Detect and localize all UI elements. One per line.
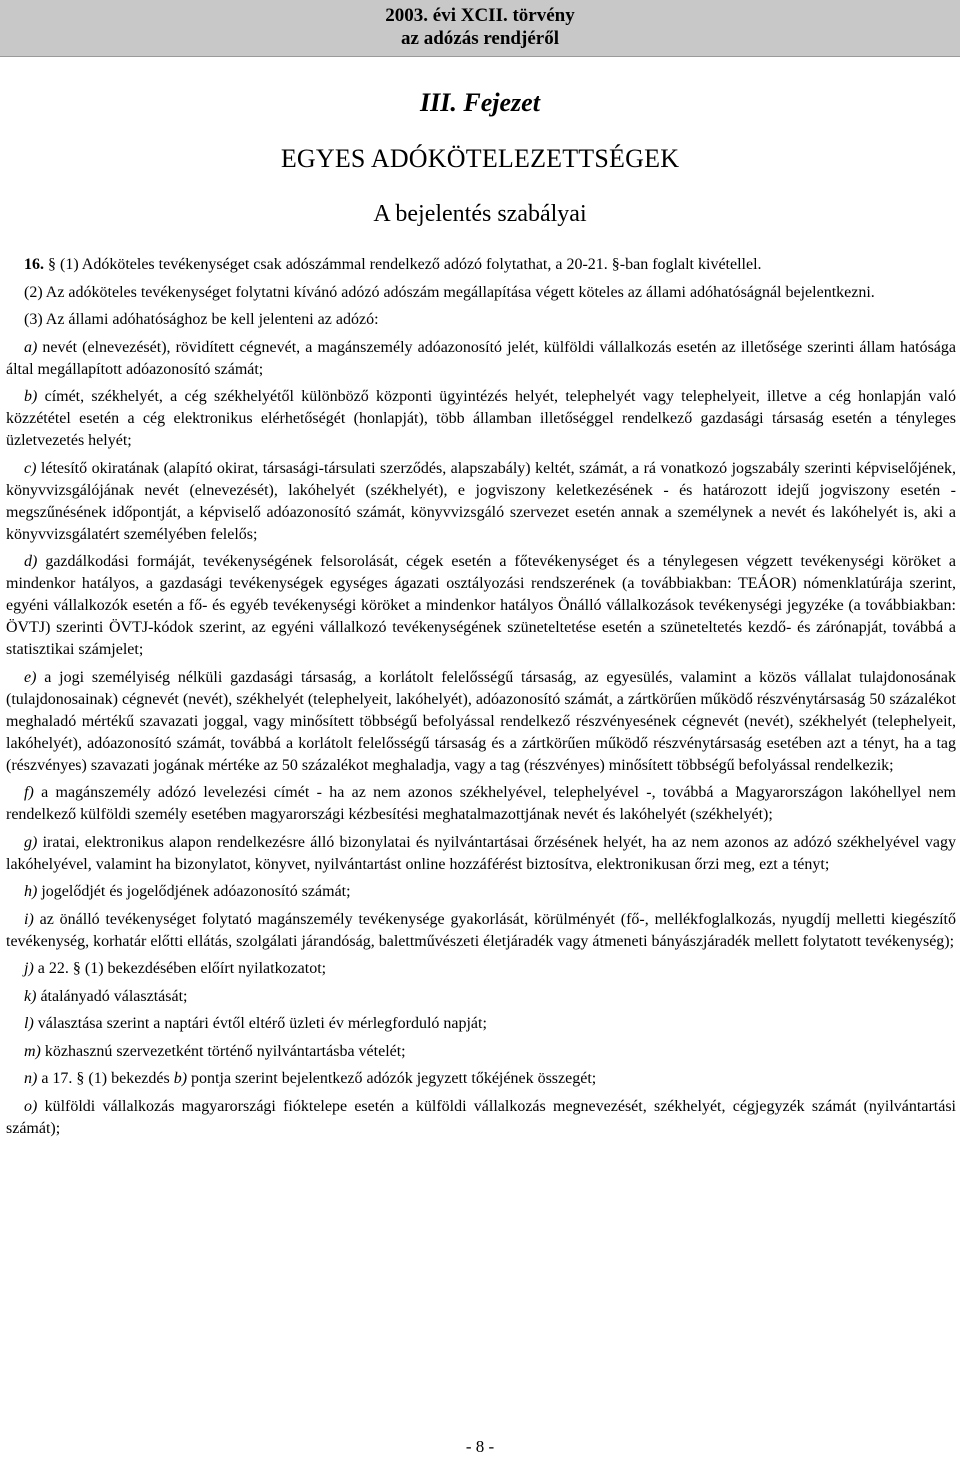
- item-letter: n): [24, 1070, 38, 1087]
- item-text: nevét (elnevezését), rövidített cégnevét, a magánszemély adóazonosító jelét, külföldi vállalkozás esetén az illetősége szerinti állam hatósága által megállapított adóazonosító számát;: [6, 338, 956, 378]
- item-letter: b): [24, 388, 38, 405]
- list-item-l: [6, 1013, 956, 1035]
- law-subtitle: az adózás rendjéről: [401, 28, 559, 49]
- item-text-continued: pontja szerint bejelentkező adózók jegyzett tőkéjének összegét;: [187, 1070, 597, 1087]
- list-item-i: [6, 909, 956, 953]
- item-letter: g): [24, 833, 38, 851]
- item-text: közhasznú szervezetként történő nyilvántartásba vételét;: [40, 1042, 406, 1060]
- item-text: iratai, elektronikus alapon rendelkezésre álló bizonylatai és nyilvántartásai őrzésének helyét, ha az nem azonos az adózó székhelyével vagy lakóhelyével, valamint ha bizonylatot, könyvet, nyilvántartást online hozzáférést biztosítva, elektronikusan őrzi meg, ezt a tényt;: [6, 833, 956, 873]
- list-item-g: [6, 832, 956, 876]
- chapter-heading: III. Fejezet: [420, 88, 540, 117]
- item-letter: k): [24, 987, 37, 1005]
- list-item-c: [6, 458, 956, 546]
- item-text: a 17. § (1) bekezdés: [37, 1070, 174, 1087]
- list-item-e: [6, 667, 956, 777]
- list-item-n: [6, 1068, 956, 1090]
- list-item-j: [6, 958, 956, 980]
- document-body: [6, 254, 956, 1145]
- item-text: gazdálkodási formáját, tevékenységének felsorolását, cégek esetén a főtevékenységet és a ténylegesen végzett tevékenységi köröket a mindenkor hatályos, a gazdasági tevékenységek egységes ágazati osztályozási rendszerének (a továbbiakban: TEÁOR) nómenklatúrája szerint, egyéni vállalkozók esetén a fő- és egyéb tevékenységi köröket a mindenkor hatályos Önálló vállalkozások tevékenységi jegyzéke (a továbbiakban: ÖVTJ) szerinti ÖVTJ-kódok szerint, az egyéni vállalkozó tevékenységének szüneteltetése esetén a szüneteltetés kezdő- és zárónapját, továbbá a statisztikai számjelet;: [6, 553, 956, 658]
- list-item-m: [6, 1041, 956, 1063]
- page-number: - 8 -: [465, 1437, 495, 1456]
- item-letter: e): [24, 668, 37, 686]
- item-letter: c): [24, 459, 37, 477]
- paragraph-16-1: [6, 254, 956, 276]
- list-item-a: [6, 337, 956, 381]
- list-item-f: [6, 782, 956, 826]
- list-item-o: [6, 1096, 956, 1140]
- item-text: átalányadó választását;: [36, 987, 188, 1005]
- item-text: az önálló tevékenységet folytató magánszemély tevékenysége gyakorlását, körülményét (fő-, mellékfoglalkozás, nyugdíj melletti kiegészítő tevékenység, korhatár előtti ellátás, szolgálati járandóság, balettművészeti életjáradék vagy átmeneti bányászjáradék mellett folytatott tevékenység);: [6, 910, 956, 950]
- section-number: 16.: [24, 256, 44, 273]
- item-text: címét, székhelyét, a cég székhelyétől különböző központi ügyintézés helyét, telephelyét vagy telephelyeit, illetve a cég honlapján való közzététel esetén a cég elektronikus elérhetőségét (honlapját), több államban illetőséggel rendelkező gazdasági társaság esetén a tényleges üzletvezetés helyét;: [6, 388, 956, 449]
- document-header: [0, 0, 960, 57]
- item-letter: h): [24, 883, 38, 900]
- item-letter: m): [24, 1042, 41, 1060]
- item-letter: a): [24, 338, 38, 356]
- list-item-h: [6, 881, 956, 903]
- item-text: a magánszemély adózó levelezési címét - ha az nem azonos székhelyével, telephelyével -, továbbá a Magyarországon lakóhellyel nem rendelkező külföldi személy esetében magyarországi kézbesítési meghatalmazottjának nevét és lakóhelyét (székhelyét);: [6, 784, 956, 823]
- paragraph-16-2: (2) Az adóköteles tevékenységet folytatni kívánó adózó adószám megállapítása végett köteles az állami adóhatóságnál bejelentkezni.: [24, 283, 875, 301]
- item-letter: o): [24, 1097, 38, 1115]
- subsection-heading: A bejelentés szabályai: [373, 201, 587, 227]
- list-item-d: [6, 551, 956, 661]
- item-text: a 22. § (1) bekezdésében előírt nyilatkozatot;: [33, 960, 327, 977]
- item-reference: b): [173, 1070, 188, 1087]
- item-text: választása szerint a naptári évtől eltérő üzleti év mérlegforduló napját;: [33, 1015, 487, 1032]
- item-letter: d): [24, 553, 38, 570]
- item-text: létesítő okiratának (alapító okirat, társasági-társulati szerződés, alapszabály) keltét, számát, a rá vonatkozó jogszabály szerinti képviselőjének, könyvvizsgálójának nevét (elnevezését), lakóhelyét (székhelyét), e jogviszony keletkezésének - és határozott idejű jogviszony esetén - megszűnésének időpontját, a képviselő adóazonosító számát, könyvvizsgáló szervezet esetén annak a személynek a nevét és lakóhelyét is, aki a könyvvizsgálatért személyében felelős;: [6, 459, 956, 543]
- list-item-b: [6, 386, 956, 452]
- section-heading: EGYES ADÓKÖTELEZETTSÉGEK: [280, 144, 680, 173]
- paragraph-16-3: (3) Az állami adóhatósághoz be kell jelenteni az adózó:: [24, 311, 379, 328]
- item-letter: l): [24, 1015, 34, 1032]
- item-text: a jogi személyiség nélküli gazdasági társaság, a korlátolt felelősségű társaság, az egyesülés, valamint a közös vállalat tulajdonosának (tulajdonosainak) cégnevét (nevét), székhelyét (telephelyeit, lakóhelyét), adóazonosító számát, a zártkörűen működő részvénytársaság 50 százalékot meghaladó mértékű szavazati joggal, vagy minősített többségű befolyással rendelkező részvényesének cégnevét (nevét), székhelyét (telephelyeit, lakóhelyét), adóazonosító számát, továbbá a korlátolt felelősségű társaság és a zártkörűen működő részvénytársaság esetében azt a tényt, ha a tag (részvényes) szavazati jogának mértéke az 50 százalékot meghaladja, vagy a tag (részvényes) minősített többségű befolyással rendelkezik;: [6, 668, 956, 774]
- paragraph-text: § (1) Adóköteles tevékenységet csak adószámmal rendelkező adózó folytathat, a 20-21. §-ban foglalt kivétellel.: [48, 256, 762, 273]
- item-letter: f): [24, 784, 34, 801]
- item-text: jogelődjét és jogelődjének adóazonosító számát;: [37, 883, 351, 900]
- item-letter: i): [24, 910, 34, 928]
- list-item-k: [6, 986, 956, 1008]
- item-text: külföldi vállalkozás magyarországi fióktelepe esetén a külföldi vállalkozás megnevezését, székhelyét, cégjegyzék számát (nyilvántartási számát);: [6, 1097, 956, 1137]
- law-title: 2003. évi XCII. törvény: [385, 5, 575, 26]
- item-letter: j): [24, 960, 34, 977]
